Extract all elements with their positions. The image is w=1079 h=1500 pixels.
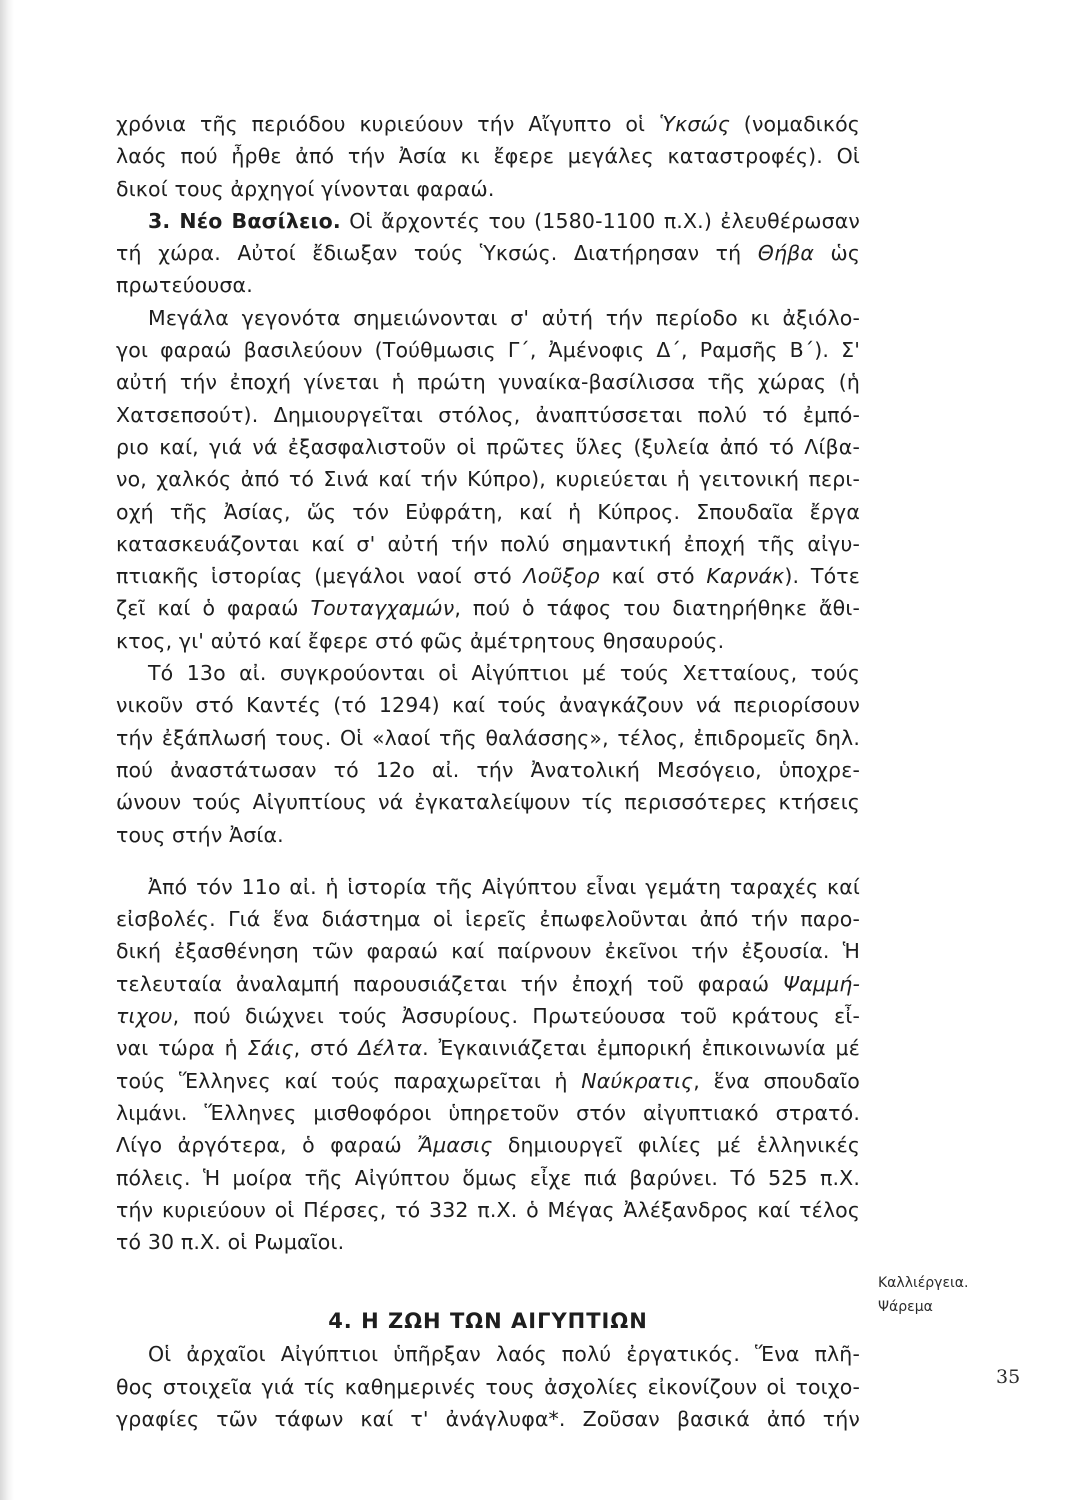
paragraph-13th-century: Τό 13ο αἰ. συγκρούονται οἱ Αἰγύπτιοι μέ τούς Χετταίους, τούς νικοῦν στό Καντές (τό 1294) καί τούς ἀναγκάζουν νά περιορίσουν τήν ἐξάπλωσή τους. Οἱ «λαοί τῆς θαλάσσης», τέλος, ἐπιδρομεῖς δηλ. πού ἀναστάτωσαν τό 12ο αἰ. τήν Ἀνατολική Μεσόγειο, ὑποχρε- ώνουν τούς Αἰγυπτίους νά ἐγκαταλείψουν τίς περισσότερες κτήσεις τους στήν Ἀσία. bbox=[116, 661, 860, 847]
page-number: 35 bbox=[996, 1366, 1021, 1388]
paragraph-11th-century: Ἀπό τόν 11ο αἰ. ἡ ἱστορία τῆς Αἰγύπτου εἶναι γεμάτη ταραχές καί εἰσβολές. Γιά ἕνα διάστημα οἱ ἱερεῖς ἐπωφελοῦνται ἀπό τήν παρο- δική ἐξασθένηση τῶν φαραώ καί παίρνουν ἐκεῖνοι τήν ἐξουσία. Ἡ τελευταία ἀναλαμπή παρουσιάζεται τήν ἐποχή τοῦ φαραώ Ψαμμή- τιχου, πού διώχνει τούς Ἀσσυρίους. Πρωτεύουσα τοῦ κράτους εἶ- ναι τώρα ἡ Σάις, στό Δέλτα. Ἐγκαινιάζεται ἐμπορική ἐπικοινωνία μέ τούς Ἕλληνες καί τούς παραχωρεῖται ἡ Ναύκρατις, ἕνα σπουδαῖο λιμάνι. Ἕλληνες μισθοφόροι ὑπηρετοῦν στόν αἰγυπτιακό στρατό. Λίγο ἀργότερα, ὁ φαραώ Ἄμασις δημιουργεῖ φιλίες μέ ἑλληνικές πόλεις. Ἡ μοίρα τῆς Αἰγύπτου ὅμως εἶχε πιά βαρύνει. Τό 525 π.Χ. τήν κυριεύουν οἱ Πέρσες, τό 332 π.Χ. ὁ Μέγας Ἀλέξανδρος καί τέλος τό 30 π.Χ. οἱ Ρωμαῖοι. bbox=[116, 874, 861, 1255]
paragraph-life-of-egyptians: Οἱ ἀρχαῖοι Αἰγύπτιοι ὑπῆρξαν λαός πολύ ἐργατικός. Ἕνα πλῆ- θος στοιχεῖα γιά τίς καθημερινές τους ἀσχολίες εἰκονίζουν οἱ τοιχο- γραφίες τῶν τάφων καί τ' ἀνάγλυφα*. Ζοῦσαν βασικά ἀπό τήν bbox=[116, 1342, 860, 1431]
page-edge-shadow bbox=[0, 0, 14, 1500]
margin-note: Καλλιέργεια. Ψάρεμα bbox=[878, 1275, 969, 1315]
body-text: χρόνια τῆς περιόδου κυριεύουν τήν Αἴγυπτο οἱ Ὑκσώς (νομαδικός λαός πού ἦρθε ἀπό τήν Ἀσία κι ἔφερε μεγάλες καταστροφές). Οἱ δικοί τους ἀρχηγοί γίνονται φαραώ. 3. Νέο Βασίλειο. Οἱ ἄρχοντές του (1580-1100 π.Χ.) ἐλευθέρωσαν τή χώρα. Αὐτοί ἔδιωξαν τούς Ὑκσώς. Διατήρησαν τή Θήβα ὡς πρωτεύουσα. Μεγάλα γεγονότα σημειώνονται σ' αὐτή τήν περίοδο κι ἀξιόλο- γοι φαραώ βασιλεύουν (Τούθμωσις Γ΄, Ἀμένοφις Δ΄, Ραμσῆς Β΄). Σ' αὐτή τήν ἐποχή γίνεται ἡ πρώτη γυναίκα-βασίλισσα τῆς χώρας (ἡ Χατσεπσούτ). Δημιουργεῖται στόλος, ἀναπτύσσεται πολύ τό ἐμπό- ριο καί, γιά νά ἐξασφαλιστοῦν οἱ πρῶτες ὕλες (ξυλεία ἀπό τό Λίβα- νο, χαλκός ἀπό τό Σινά καί τήν Κύπρο), κυριεύεται ἡ γειτονική περι- οχή τῆς Ἀσίας, ὥς τόν Εὐφράτη, καί ἡ Κύπρος. Σπουδαῖα ἔργα κατασκευάζονται καί σ' αὐτή τήν πολύ σημαντική ἐποχή τῆς αἰγυ- πτιακῆς ἱστορίας (μεγάλοι ναοί στό Λοῦξορ καί στό Καρνάκ). Τότε ζεῖ καί ὁ φαραώ Τουταγχαμών, πού ὁ τάφος του διατηρήθηκε ἄθι- κτος, γι' αὐτό καί ἔφερε στό φῶς ἀμέτρητους θησαυρούς. Τό 13ο αἰ. συγκρούονται οἱ Αἰγύπτιοι μέ τούς Χετταίους, τούς νικοῦν στό Καντές (τό 1294) καί τούς ἀναγκάζουν νά περιορίσουν τήν ἐξάπλωσή τους. Οἱ «λαοί τῆς θαλάσσης», τέλος, ἐπιδρομεῖς δηλ. πού ἀναστάτωσαν τό 12ο αἰ. τήν Ἀνατολική Μεσόγειο, ὑποχρε- ώνουν τούς Αἰγυπτίους νά ἐγκαταλείψουν τίς περισσότερες κτήσεις τους στήν Ἀσία. Ἀπό τόν 11ο αἰ. ἡ ἱστορία τῆς Αἰγύπτου εἶναι γεμάτη ταραχές καί εἰσβολές. Γιά ἕνα διάστημα οἱ ἱερεῖς ἐπωφελοῦνται ἀπό τήν παρο- δική ἐξασθένηση τῶν φαραώ καί παίρνουν ἐκεῖνοι τήν ἐξουσία. Ἡ τελευταία ἀναλαμπή παρουσιάζεται τήν ἐποχή τοῦ φαραώ Ψαμμή- τιχου, πού διώχνει τούς Ἀσσυρίους. Πρωτεύουσα τοῦ κράτους εἶ- ναι τώρα ἡ Σάις, στό Δέλτα. Ἐγκαινιάζεται ἐμπορική ἐπικοινωνία μέ τούς Ἕλληνες καί τούς παραχωρεῖται ἡ Ναύκρατις, ἕνα σπουδαῖο λιμάνι. Ἕλληνες μισθοφόροι ὑπηρετοῦν στόν αἰγυπτιακό στρατό. Λίγο ἀργότερα, ὁ φαραώ Ἄμασις δημιουργεῖ φιλίες μέ ἑλληνικές πόλεις. Ἡ μοίρα τῆς Αἰγύπτου ὅμως εἶχε πιά βαρύνει. Τό 525 π.Χ. τήν κυριεύουν οἱ Πέρσες, τό 332 π.Χ. ὁ Μέγας Ἀλέξανδρος καί τέλος τό 30 π.Χ. οἱ Ρωμαῖοι. 4. Η ΖΩΗ ΤΩΝ ΑΙΓΥΠΤΙΩΝ Οἱ ἀρχαῖοι Αἰγύπτιοι ὑπῆρξαν λαός πολύ ἐργατικός. Ἕνα πλῆ- θος στοιχεῖα γιά τίς καθημερινές τους ἀσχολίες εἰκονίζουν οἱ τοιχο- γραφίες τῶν τάφων καί τ' ἀνάγλυφα*. Ζοῦσαν βασικά ἀπό τήν bbox=[116, 108, 860, 1435]
paragraph-great-events: Μεγάλα γεγονότα σημειώνονται σ' αὐτή τήν περίοδο κι ἀξιόλο- γοι φαραώ βασιλεύουν (Τούθμωσις Γ΄, Ἀμένοφις Δ΄, Ραμσῆς Β΄). Σ' αὐτή τήν ἐποχή γίνεται ἡ πρώτη γυναίκα-βασίλισσα τῆς χώρας (ἡ Χατσεπσούτ). Δημιουργεῖται στόλος, ἀναπτύσσεται πολύ τό ἐμπό- ριο καί, γιά νά ἐξασφαλιστοῦν οἱ πρῶτες ὕλες (ξυλεία ἀπό τό Λίβα- νο, χαλκός ἀπό τό Σινά καί τήν Κύπρο), κυριεύεται ἡ γειτονική περι- οχή τῆς Ἀσίας, ὥς τόν Εὐφράτη, καί ἡ Κύπρος. Σπουδαῖα ἔργα κατασκευάζονται καί σ' αὐτή τήν πολύ σημαντική ἐποχή τῆς αἰγυ- πτιακῆς ἱστορίας (μεγάλοι ναοί στό Λοῦξορ καί στό Καρνάκ). Τότε ζεῖ καί ὁ φαραώ Τουταγχαμών, πού ὁ τάφος του διατηρήθηκε ἄθι- κτος, γι' αὐτό καί ἔφερε στό φῶς ἀμέτρητους θησαυρούς. bbox=[116, 305, 861, 653]
section-heading: 4. Η ΖΩΗ ΤΩΝ ΑΙΓΥΠΤΙΩΝ bbox=[328, 1309, 648, 1334]
paragraph-hyksos: χρόνια τῆς περιόδου κυριεύουν τήν Αἴγυπτο οἱ Ὑκσώς (νομαδικός λαός πού ἦρθε ἀπό τήν Ἀσία κι ἔφερε μεγάλες καταστροφές). Οἱ δικοί τους ἀρχηγοί γίνονται φαραώ. bbox=[116, 112, 860, 201]
paragraph-new-kingdom: 3. Νέο Βασίλειο. Οἱ ἄρχοντές του (1580-1100 π.Χ.) ἐλευθέρωσαν bbox=[148, 208, 860, 233]
subheading-new-kingdom: 3. Νέο Βασίλειο. bbox=[148, 208, 341, 233]
